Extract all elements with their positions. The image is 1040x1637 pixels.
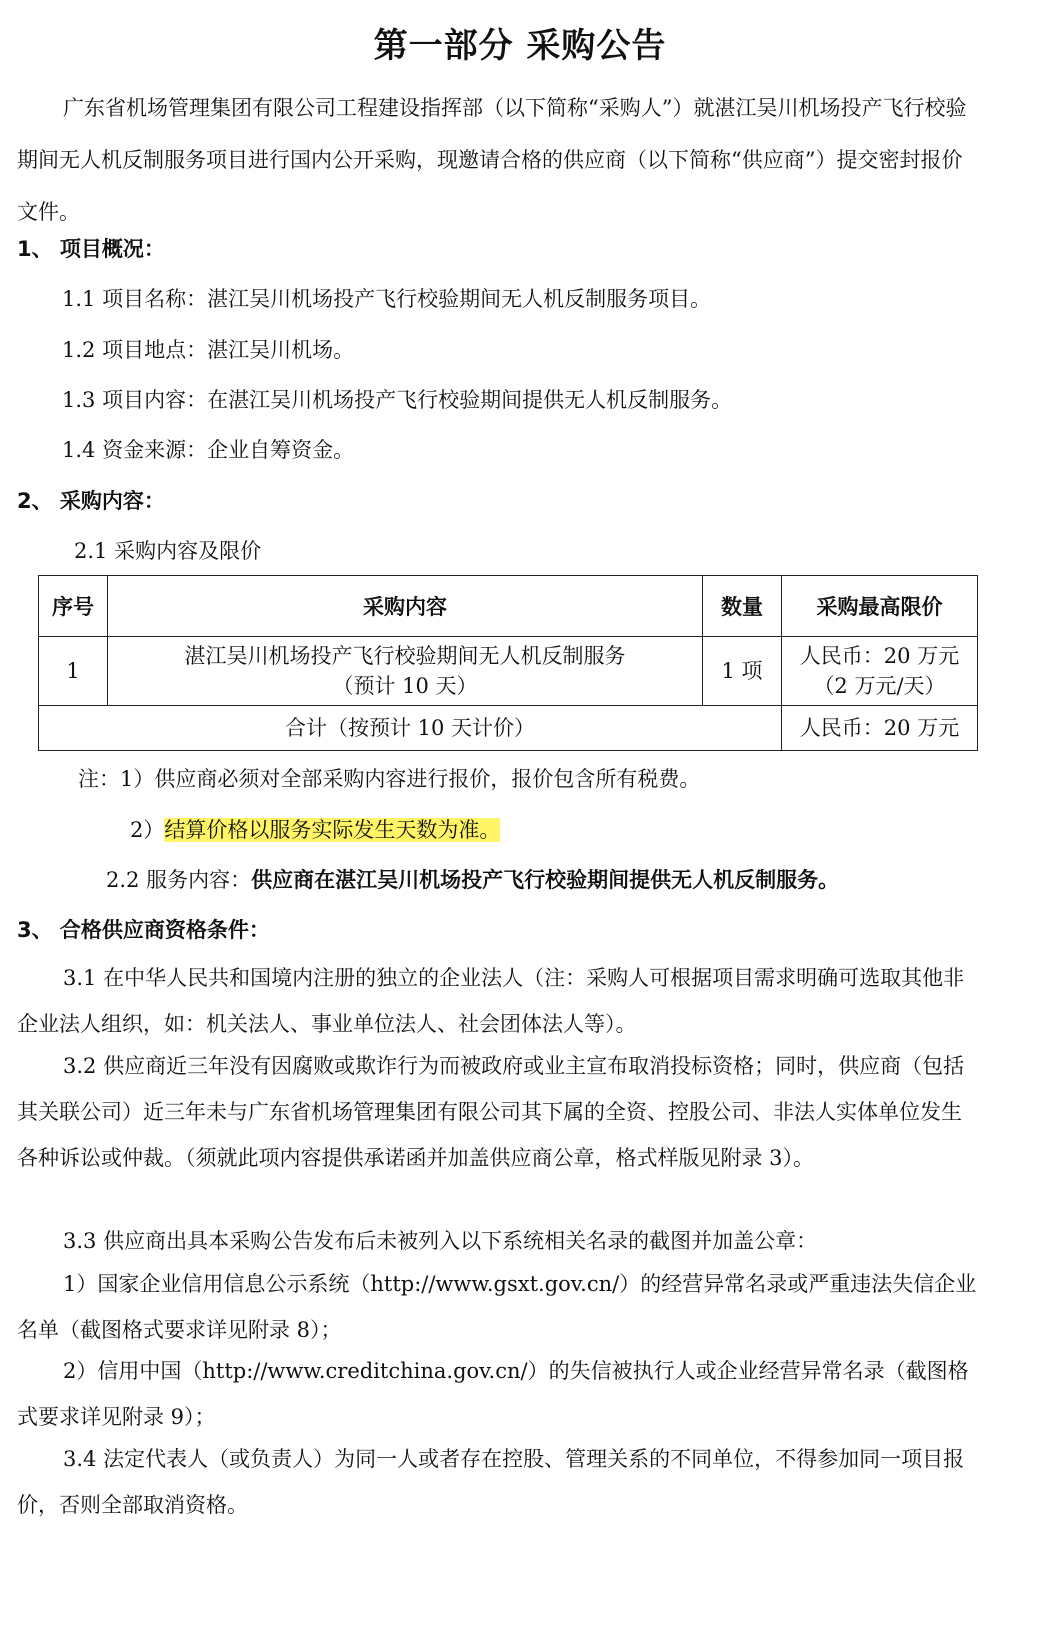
- section1-heading: 1、 项目概况：: [17, 237, 165, 261]
- total-label: 合计（按预计 10 天计价）: [39, 706, 782, 751]
- note-2-highlight: 结算价格以服务实际发生天数为准。: [164, 818, 501, 842]
- row-price-line1: 人民币：20 万元: [799, 644, 960, 668]
- table-total-row: [39, 706, 978, 751]
- para-3-3: 3.3 供应商出具本采购公告发布后未被列入以下系统相关名录的截图并加盖公章：: [63, 1229, 818, 1253]
- row-price-line2: （2 万元/天）: [813, 674, 946, 698]
- item-1-4: 1.4 资金来源：企业自筹资金。: [62, 438, 355, 462]
- para-3-1: 3.1 在中华人民共和国境内注册的独立的企业法人（注：采购人可根据项目需求明确可选取其他非企业法人组织，如：机关法人、事业单位法人、社会团体法人等）。: [17, 966, 965, 1036]
- row-quantity: 1 项: [703, 637, 782, 706]
- item-2-1: 2.1 采购内容及限价: [74, 539, 262, 563]
- row-content: [108, 637, 703, 706]
- note-2: [130, 815, 500, 845]
- service-content: [106, 865, 839, 895]
- item-1-1: 1.1 项目名称：湛江吴川机场投产飞行校验期间无人机反制服务项目。: [62, 287, 712, 311]
- section2-heading: 2、 采购内容：: [17, 489, 165, 513]
- table-row: [39, 637, 978, 706]
- intro-paragraph: 广东省机场管理集团有限公司工程建设指挥部（以下简称“采购人”）就湛江吴川机场投产飞行校验期间无人机反制服务项目进行国内公开采购，现邀请合格的供应商（以下简称“供应商”）提交密封报价文件。: [17, 96, 967, 224]
- item-1-3: 1.3 项目内容：在湛江吴川机场投产飞行校验期间提供无人机反制服务。: [62, 388, 733, 412]
- note-1: 注：1）供应商必须对全部采购内容进行报价，报价包含所有税费。: [78, 767, 701, 791]
- row-price: [782, 637, 978, 706]
- col-header-content: 采购内容: [108, 576, 703, 637]
- para-3-2: 3.2 供应商近三年没有因腐败或欺诈行为而被政府或业主宣布取消投标资格；同时，供应商（包括其关联公司）近三年未与广东省机场管理集团有限公司其下属的全资、控股公司、非法人实体单位发生各种诉讼或仲裁。（须就此项内容提供承诺函并加盖供应商公章，格式样版见附录 3）。: [17, 1054, 965, 1170]
- note-2-prefix: 2）: [130, 818, 165, 842]
- item-1-2: 1.2 项目地点：湛江吴川机场。: [62, 338, 355, 362]
- para-3-4: 3.4 法定代表人（或负责人）为同一人或者存在控股、管理关系的不同单位，不得参加同一项目报价，否则全部取消资格。: [17, 1447, 965, 1517]
- service-text: 供应商在湛江吴川机场投产飞行校验期间提供无人机反制服务。: [251, 868, 840, 892]
- section3-heading: 3、 合格供应商资格条件：: [17, 918, 270, 942]
- para-3-3-1: 1）国家企业信用信息公示系统（http://www.gsxt.gov.cn/）的经营异常名录或严重违法失信企业名单（截图格式要求详见附录 8）；: [17, 1272, 977, 1342]
- col-header-quantity: 数量: [703, 576, 782, 637]
- para-3-3-2: 2）信用中国（http://www.creditchina.gov.cn/）的失信被执行人或企业经营异常名录（截图格式要求详见附录 9）；: [17, 1359, 969, 1429]
- col-header-max-price: 采购最高限价: [782, 576, 978, 637]
- col-header-index: 序号: [39, 576, 108, 637]
- total-value: 人民币：20 万元: [782, 706, 978, 751]
- row-index: 1: [39, 637, 108, 706]
- row-content-line2: （预计 10 天）: [332, 674, 478, 698]
- page-title: 第一部分 采购公告: [373, 26, 667, 66]
- row-content-line1: 湛江吴川机场投产飞行校验期间无人机反制服务: [184, 644, 626, 668]
- procurement-table: [38, 575, 978, 751]
- service-label: 2.2 服务内容：: [106, 868, 252, 892]
